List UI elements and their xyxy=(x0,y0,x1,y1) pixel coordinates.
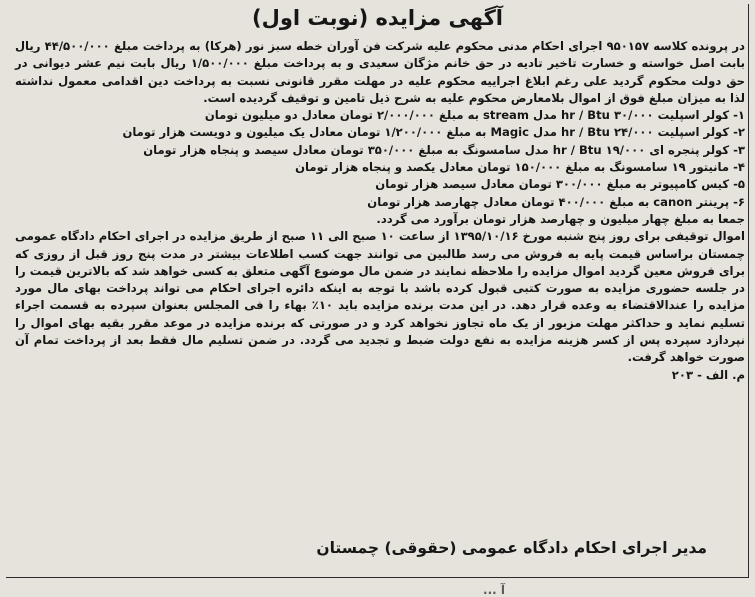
total-line: جمعا به مبلغ چهار میلیون و چهارصد هزار تومان برآورد می گردد. xyxy=(376,211,745,226)
item-1: ۱- کولر اسپلیت ۳۰/۰۰۰ hr / Btu مدل stream به مبلغ ۲/۰۰۰/۰۰۰ تومان معادل دو میلیون تومان xyxy=(204,108,745,123)
notice-title: آگهی مزایده (نوبت اول) xyxy=(252,6,503,30)
auction-paragraph: اموال توقیفی برای روز پنج شنبه مورخ ۱۳۹۵/۱۰/۱۶ از ساعت ۱۰ صبح الی ۱۱ صبح از طریق مزایده در اجرای احکام دادگاه عمومی چمستان براساس قیمت پایه به فروش می رسد طالبین می توانند جهت کسب اطلاعات بیشتر در مدت پنج روز قبل از روزی که برای فروش معین گردید اموال مزایده را ملاحظه نمایند در ضمن مال موضوع آگهی متعلق به کسی خواهد شد که بالاترین قیمت را در جلسه حضوری مزایده به صورت کتبی قبول کرده باشد با توجه به اینکه دائره اجرای احکام می تواند پرداخت بهای مال مورد مزایده را عندالاقتضاء به وعده قرار دهد. در این مدت برنده مزایده باید ۱۰٪ بهاء را فی المجلس بعنوان سپرده به قسمت اجراء تسلیم نماید و حداکثر مهلت مزبور از یک ماه تجاوز نخواهد کرد و در صورتی که برنده مزایده در موعد مقرر بقیه بهای اموال را نپردازد سپرده پس از کسر هزینه مزایده به نفع دولت ضبط و تجدید می گردد. در ضمن تسلیم مال فقط بعد از پرداخت تمام آن صورت خواهد گرفت. xyxy=(15,229,745,365)
reference-number: م. الف - ۲۰۳ xyxy=(671,367,745,382)
notice-body xyxy=(15,38,745,384)
signature-line: مدیر اجرای احکام دادگاه عمومی (حقوقی) چمستان xyxy=(316,539,707,557)
item-5: ۵- کیس کامپیوتر به مبلغ ۳۰۰/۰۰۰ تومان معادل سیصد هزار تومان xyxy=(375,177,745,192)
item-2: ۲- کولر اسپلیت ۲۴/۰۰۰ hr / Btu مدل Magic به مبلغ ۱/۲۰۰/۰۰۰ تومان معادل یک میلیون و دویست هزار تومان xyxy=(122,125,745,140)
item-6: ۶- پرینتر canon به مبلغ ۴۰۰/۰۰۰ تومان معادل چهارصد هزار تومان xyxy=(367,194,745,209)
item-4: ۴- مانیتور ۱۹ سامسونگ به مبلغ ۱۵۰/۰۰۰ تومان معادل یکصد و پنجاه هزار تومان xyxy=(295,160,745,175)
intro-paragraph: در پرونده کلاسه ۹۵۰۱۵۷ اجرای احکام مدنی محکوم علیه شرکت فن آوران خطه سبز نور (هرکا) به پرداخت مبلغ ۴۴/۵۰۰/۰۰۰ ریال بابت اصل خواسته و خسارت تاخیر تادیه در حق خانم مژگان سعیدی و به پرداخت مبلغ ۱/۵۰۰/۰۰۰ ریال بابت نیم عشر دیوانی در حق دولت محکوم گردید علی رغم ابلاغ اجراییه محکوم علیه در مهلت مقرر قانونی نسبت به پرداخت دین اقدامی معمول نداشته لذا به میزان مبلغ فوق از اموال بلامعارض محکوم علیه به شرح ذیل تامین و توقیف گردیده است. xyxy=(15,39,745,105)
item-3: ۳- کولر پنجره ای ۱۹/۰۰۰ hr / Btu مدل سامسونگ به مبلغ ۳۵۰/۰۰۰ تومان معادل سیصد و پنجاه هزار تومان xyxy=(143,142,745,157)
seized-items-list xyxy=(15,107,745,211)
bleed-through-text: آ ... xyxy=(483,583,505,597)
